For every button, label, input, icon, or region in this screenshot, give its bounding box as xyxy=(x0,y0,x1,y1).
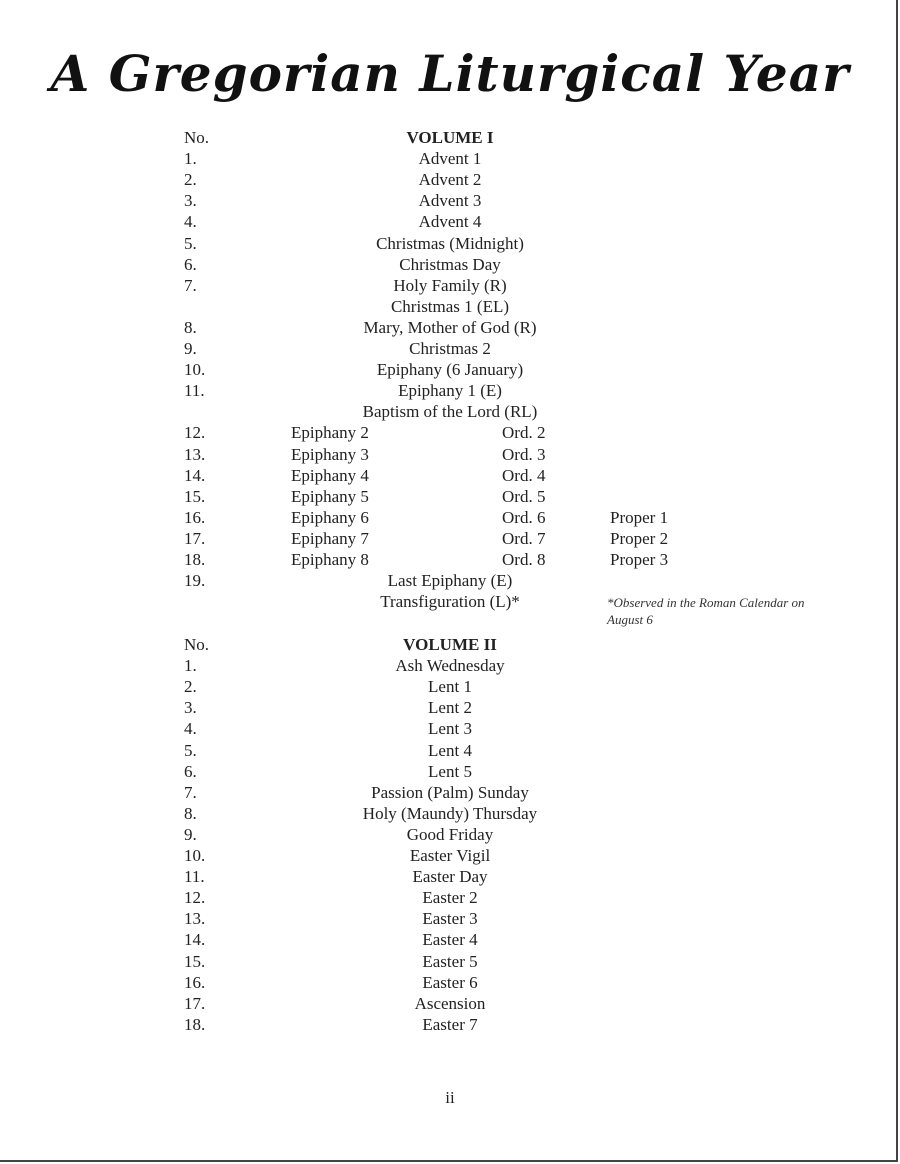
entry-number: 3. xyxy=(184,191,197,211)
entry-title: Advent 3 xyxy=(418,191,482,211)
entry-number: 13. xyxy=(184,444,206,464)
entry-title: Baptism of the Lord (RL) xyxy=(362,402,538,422)
entry-title: Last Epiphany (E) xyxy=(387,571,513,591)
table-row xyxy=(0,444,900,465)
entry-ordinary: Ord. 8 xyxy=(502,550,546,569)
entry-epiphany: Epiphany 6 xyxy=(291,507,369,527)
entry-number: 16. xyxy=(184,507,206,527)
entry-number: 4. xyxy=(184,719,197,739)
entry-title: Lent 4 xyxy=(428,740,472,760)
entry-number: 11. xyxy=(184,867,205,887)
table-row xyxy=(0,634,900,655)
entry-number: 15. xyxy=(184,486,206,506)
entry-title: Easter Day xyxy=(412,867,488,887)
entry-title: Advent 4 xyxy=(418,212,482,232)
table-row xyxy=(0,317,900,338)
entry-number: 1. xyxy=(184,656,197,676)
entry-ordinary: Ord. 3 xyxy=(502,444,546,464)
table-row xyxy=(0,254,900,275)
table-row xyxy=(0,655,900,676)
table-row xyxy=(0,338,900,359)
table-row xyxy=(0,676,900,697)
entry-number: 7. xyxy=(184,275,197,295)
entry-number: 18. xyxy=(184,550,206,569)
table-row xyxy=(0,422,900,443)
table-row xyxy=(0,148,900,169)
entry-number: 12. xyxy=(184,423,206,443)
table-row xyxy=(0,887,900,908)
entry-title: Easter 5 xyxy=(422,951,478,971)
entry-title: Epiphany (6 January) xyxy=(376,360,524,380)
table-row xyxy=(0,866,900,887)
entry-title: Passion (Palm) Sunday xyxy=(371,782,529,802)
entry-proper: Proper 2 xyxy=(610,528,669,548)
entry-title: Transfiguration (L)* xyxy=(380,592,520,612)
volume-heading: VOLUME II xyxy=(403,635,497,654)
entry-number: 12. xyxy=(184,888,206,908)
entry-number: 8. xyxy=(184,317,197,337)
volume-heading: VOLUME I xyxy=(406,128,494,147)
entry-title: Holy (Maundy) Thursday xyxy=(362,803,538,823)
page-number: ii xyxy=(445,1088,455,1107)
entry-epiphany: Epiphany 2 xyxy=(291,423,369,443)
entry-number: 11. xyxy=(184,381,205,401)
entry-number: 9. xyxy=(184,824,197,844)
entry-title: Easter 3 xyxy=(422,909,478,929)
table-row xyxy=(0,845,900,866)
entry-number: 18. xyxy=(184,1014,206,1034)
table-row xyxy=(0,190,900,211)
entry-title: Easter 7 xyxy=(422,1014,478,1034)
entry-number: 5. xyxy=(184,740,197,760)
entry-title: Christmas (Midnight) xyxy=(376,233,524,253)
entry-number: 14. xyxy=(184,465,206,485)
table-row xyxy=(0,127,900,148)
entry-number: 19. xyxy=(184,571,206,591)
entry-number: 8. xyxy=(184,803,197,823)
entry-number: 9. xyxy=(184,339,197,358)
table-row xyxy=(0,169,900,190)
entry-title: Easter 2 xyxy=(422,888,478,908)
entry-epiphany: Epiphany 4 xyxy=(291,465,369,485)
table-row xyxy=(0,929,900,950)
table-row xyxy=(0,824,900,845)
entry-number: 1. xyxy=(184,149,197,169)
table-row xyxy=(0,761,900,782)
table-row xyxy=(0,718,900,739)
entry-number: 17. xyxy=(184,528,206,548)
table-row xyxy=(0,803,900,824)
table-row xyxy=(0,908,900,929)
column-header-no: No. xyxy=(184,635,210,654)
entry-epiphany: Epiphany 8 xyxy=(291,550,369,569)
entry-epiphany: Epiphany 7 xyxy=(291,528,369,548)
table-row xyxy=(0,528,900,549)
entry-title: Lent 3 xyxy=(428,719,472,739)
entry-title: Easter 4 xyxy=(422,930,478,950)
entry-number: 15. xyxy=(184,951,206,971)
entry-number: 2. xyxy=(184,677,197,697)
entry-title: Holy Family (R) xyxy=(393,275,507,295)
table-row xyxy=(0,486,900,507)
entry-epiphany: Epiphany 5 xyxy=(291,486,369,506)
entry-title: Christmas 1 (EL) xyxy=(390,296,510,316)
entry-title: Advent 1 xyxy=(418,149,482,169)
entry-number: 2. xyxy=(184,170,197,190)
table-row xyxy=(0,972,900,993)
table-row xyxy=(0,697,900,718)
column-header-no: No. xyxy=(184,128,210,147)
entry-title: Lent 5 xyxy=(428,761,472,781)
entry-ordinary: Ord. 6 xyxy=(502,507,546,527)
entry-number: 6. xyxy=(184,254,197,274)
entry-title: Lent 1 xyxy=(428,677,472,697)
entry-proper: Proper 3 xyxy=(610,550,669,569)
table-row xyxy=(0,359,900,380)
table-row xyxy=(0,211,900,232)
entry-ordinary: Ord. 4 xyxy=(502,465,546,485)
entry-title: Epiphany 1 (E) xyxy=(398,381,502,401)
table-row xyxy=(0,570,900,591)
table-row xyxy=(0,951,900,972)
entry-ordinary: Ord. 5 xyxy=(502,486,546,506)
entry-title: Mary, Mother of God (R) xyxy=(363,317,537,337)
entry-number: 16. xyxy=(184,972,206,992)
entry-proper: Proper 1 xyxy=(610,507,669,527)
entry-number: 14. xyxy=(184,930,206,950)
table-row xyxy=(0,296,900,317)
table-row xyxy=(0,465,900,486)
entry-number: 6. xyxy=(184,761,197,781)
table-row xyxy=(0,782,900,803)
entry-ordinary: Ord. 7 xyxy=(502,528,546,548)
table-row xyxy=(0,275,900,296)
table-row xyxy=(0,507,900,528)
entry-title: Good Friday xyxy=(406,824,494,844)
entry-title: Ash Wednesday xyxy=(395,656,505,676)
table-row xyxy=(0,401,900,422)
entry-title: Lent 2 xyxy=(428,698,472,718)
entry-title: Christmas Day xyxy=(399,254,501,274)
entry-number: 5. xyxy=(184,233,197,253)
page-title: A Gregorian Liturgical Year xyxy=(50,44,850,103)
table-row xyxy=(0,233,900,254)
entry-title: Advent 2 xyxy=(418,170,482,190)
table-row xyxy=(0,1014,900,1035)
entry-ordinary: Ord. 2 xyxy=(502,423,546,443)
entry-title: Ascension xyxy=(414,993,486,1013)
entry-title: Easter 6 xyxy=(422,972,478,992)
entry-epiphany: Epiphany 3 xyxy=(291,444,369,464)
entry-number: 17. xyxy=(184,993,206,1013)
footnote: *Observed in the Roman Calendar on August 6 xyxy=(607,595,805,627)
entry-number: 10. xyxy=(184,846,206,865)
entry-title: Easter Vigil xyxy=(409,846,491,865)
table-row xyxy=(0,740,900,761)
entry-number: 13. xyxy=(184,909,206,929)
entry-number: 3. xyxy=(184,698,197,718)
table-row xyxy=(0,549,900,570)
table-row xyxy=(0,380,900,401)
table-row xyxy=(0,993,900,1014)
entry-title: Christmas 2 xyxy=(409,339,491,358)
entry-number: 10. xyxy=(184,360,206,380)
entry-number: 4. xyxy=(184,212,197,232)
entry-number: 7. xyxy=(184,782,197,802)
